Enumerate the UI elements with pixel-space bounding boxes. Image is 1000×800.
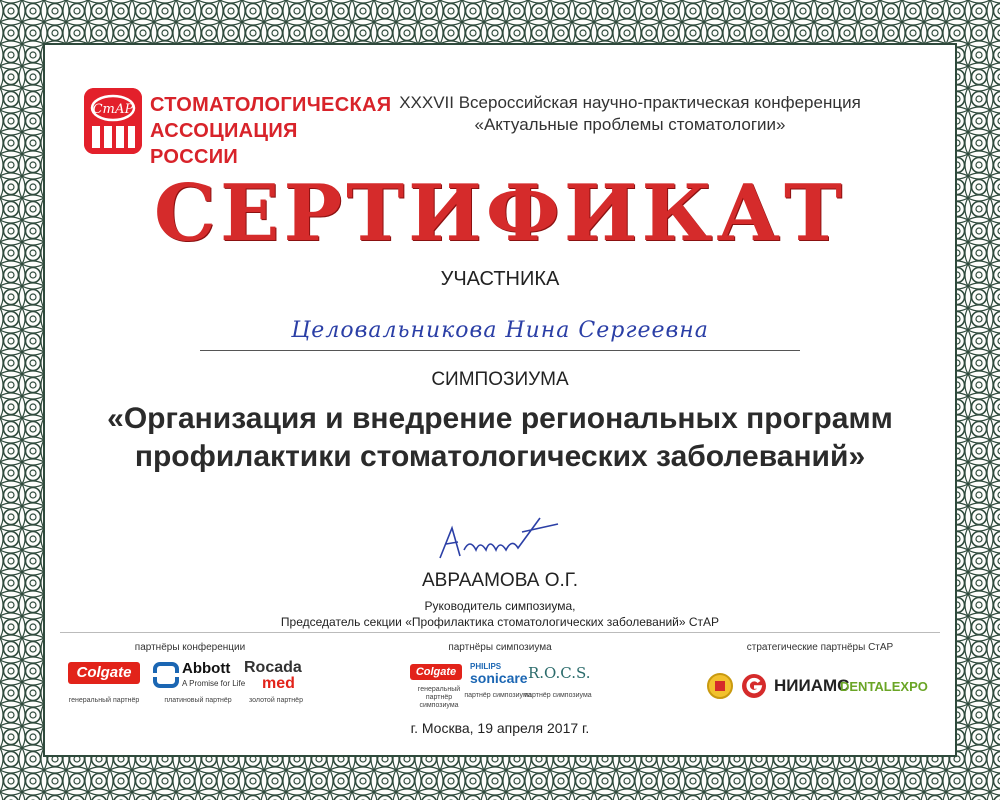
conference-line1: XXXVII Всероссийская научно-практическая конференция xyxy=(399,93,861,112)
association-logo xyxy=(84,88,142,154)
rocada-role: золотой партнёр xyxy=(249,697,303,704)
rocs-logo: R.O.C.S. xyxy=(528,664,591,682)
symposium-title-line2: профилактики стоматологических заболеваний» xyxy=(134,440,866,473)
colgate-small-logo: Colgate xyxy=(410,664,462,680)
signature-scribble xyxy=(430,510,570,570)
niiams-logo: НИИАМС xyxy=(774,676,850,695)
emblem-icon xyxy=(706,672,734,700)
philips-label: PHILIPS xyxy=(470,662,502,671)
abbott-tagline: A Promise for Life xyxy=(182,679,246,688)
symposium-title xyxy=(60,400,940,476)
name-underline xyxy=(200,350,800,351)
partners-divider xyxy=(60,632,940,633)
certificate-title: СЕРТИФИКАТ xyxy=(153,168,847,259)
conference-partners-header: партнёры конференции xyxy=(134,642,246,653)
svg-text:СтАР: СтАР xyxy=(92,102,134,117)
colgate-logo: Colgate xyxy=(68,662,140,684)
symposium-label: СИМПОЗИУМА xyxy=(431,369,569,390)
conference-line2: «Актуальные проблемы стоматологии» xyxy=(474,115,786,134)
symposium-title-line1: «Организация и внедрение региональных программ xyxy=(107,402,893,435)
symposium-partners-header: партнёры симпозиума xyxy=(448,642,552,653)
abbott-icon xyxy=(153,662,179,688)
sonicare-logo: sonicare xyxy=(470,670,528,686)
colgate-symposium-role xyxy=(406,686,472,710)
association-name-line2: АССОЦИАЦИЯ РОССИИ xyxy=(150,120,298,168)
sonicare-role: партнёр симпозиума xyxy=(464,692,532,699)
rocs-role: партнёр симпозиума xyxy=(524,692,592,699)
participant-name: Целовальникова Нина Сергеевна xyxy=(291,318,709,343)
colgate-symposium-role-line1: генеральный партнёр xyxy=(417,686,461,701)
chair-role-line2: Председатель секции «Профилактика стоматологических заболеваний» СтАР xyxy=(280,615,720,629)
colgate-symposium-role-line2: симпозиума xyxy=(419,702,459,709)
association-name-line1: СТОМАТОЛОГИЧЕСКАЯ xyxy=(150,94,392,116)
certificate-subtitle: УЧАСТНИКА xyxy=(440,268,560,290)
chair-role-line1: Руководитель симпозиума, xyxy=(424,599,576,613)
date-place: г. Москва, 19 апреля 2017 г. xyxy=(410,720,590,736)
rocada-logo xyxy=(244,660,302,692)
abbott-role: платиновый партнёр xyxy=(164,697,232,704)
dentalexpo-logo: DENTALEXPO xyxy=(840,679,928,694)
rocada-sub: med xyxy=(262,675,295,692)
g-logo-icon xyxy=(740,672,768,700)
chair-role xyxy=(200,598,800,630)
abbott-logo: Abbott xyxy=(182,660,231,677)
strategic-partners-header: стратегические партнёры СтАР xyxy=(746,642,894,653)
association-name xyxy=(150,92,392,170)
chair-name: АВРААМОВА О.Г. xyxy=(422,570,578,591)
rocada-brand: Rocada xyxy=(244,659,302,676)
colgate-role: генеральный партнёр xyxy=(68,697,140,704)
conference-title xyxy=(360,92,900,136)
